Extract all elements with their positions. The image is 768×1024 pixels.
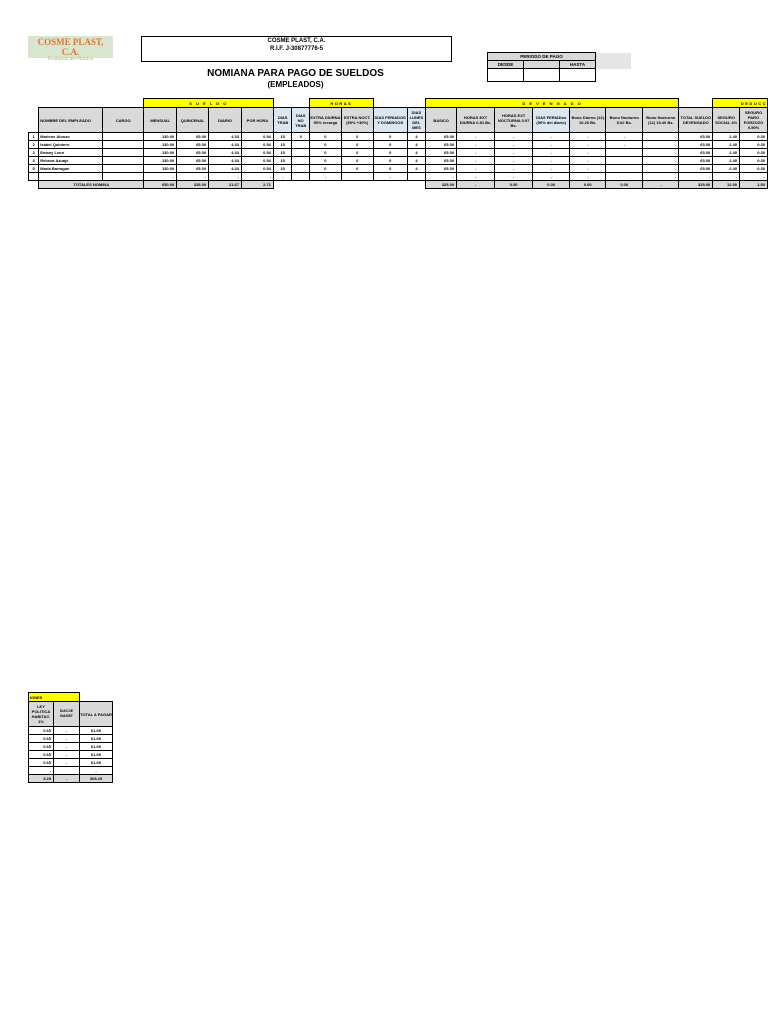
cell-he-noct[interactable]: - [495,133,533,141]
cell-he-noct[interactable]: - [495,149,533,157]
cell-bono-n[interactable]: - [606,133,643,141]
cell-bono-n2[interactable]: - [643,149,679,157]
cell-cargo[interactable] [103,173,144,181]
cell-mensual[interactable]: 130.00 [144,165,177,173]
cell-dias-trab[interactable]: 15 [273,165,292,173]
cell-sp[interactable]: 0.30 [740,157,768,165]
header-extra-diurna: EXTRA DIURNA 50% recarga [309,108,341,133]
cell-bono-n[interactable] [606,173,643,181]
table-row [29,149,768,157]
periodo-hasta-field[interactable] [560,69,596,82]
cell-num[interactable] [29,173,39,181]
cell-dias-trab[interactable]: 15 [273,141,292,149]
table-row [29,751,113,759]
cell-cargo[interactable] [103,157,144,165]
table-row [29,743,113,751]
header-he-diurna: HORAS EXT DIURNA 0.81 Bs. [457,108,495,133]
cell-feriados[interactable]: 0 [373,133,407,141]
cell-bono-d[interactable]: - [570,165,606,173]
cell-he-diurna[interactable]: - [457,149,495,157]
table-row [29,157,768,165]
cell-bono-n2[interactable]: - [643,141,679,149]
cell-extra-diurna[interactable]: 0 [309,165,341,173]
document-title: NOMIANA PARA PAGO DE SUELDOS [207,68,384,79]
cell-num[interactable]: 4 [29,157,39,165]
header-extra-noct: EXTRA NOCT. (50% +30%) [341,108,373,133]
cell-diario[interactable]: 4.33 [209,165,242,173]
cell-num[interactable]: 2 [29,141,39,149]
cell-por-hora[interactable]: 0.54 [242,149,274,157]
cell-he-diurna[interactable]: - [457,133,495,141]
cell-ss[interactable]: 2.40 [713,141,740,149]
cell-basico[interactable]: 65.00 [426,149,457,157]
cell-lph[interactable]: 0.65 [29,735,54,743]
cell-por-hora[interactable]: 0.54 [242,157,274,165]
cell-nombre[interactable]: Isabel Quintero [39,141,103,149]
company-name: COSME PLAST, C.A. [267,38,326,44]
cell-fer-dev[interactable]: - [533,141,570,149]
cell-extra-noct[interactable] [341,173,373,181]
cell-pagar[interactable]: 61.65 [80,759,113,767]
cell-fer-dev[interactable]: - [533,149,570,157]
table-row [29,735,113,743]
cell-feriados[interactable]: 0 [373,165,407,173]
cell-extra-diurna[interactable]: 0 [309,149,341,157]
cell-basico[interactable]: 65.00 [426,157,457,165]
cell-bono-d[interactable]: - [570,157,606,165]
cell-por-hora[interactable]: 0.54 [242,133,274,141]
cell-extra-diurna[interactable]: 0 [309,157,341,165]
total-basico: 325.00 [426,181,457,189]
cell-extra-noct[interactable]: 0 [341,149,373,157]
cell-lph[interactable]: 0.65 [29,751,54,759]
cell-lunes[interactable]: 4 [407,149,426,157]
cell-nombre[interactable]: Maria Barragan [39,165,103,173]
cell-dias-trab[interactable]: - [273,173,292,181]
cell-sp[interactable]: 0.30 [740,165,768,173]
header-total-pagar: TOTAL A PAGAR [80,702,113,727]
cell-dias-no-trab[interactable] [292,173,309,181]
cell-extra-noct[interactable]: 0 [341,157,373,165]
cell-lph[interactable]: - [29,767,54,775]
cell-extra-diurna[interactable]: 0 [309,133,341,141]
cell-nombre[interactable]: Emany Leon [39,149,103,157]
cell-por-hora[interactable]: 0.54 [242,141,274,149]
cell-feriados[interactable]: 0 [373,157,407,165]
cell-mensual[interactable]: 130.00 [144,141,177,149]
total-sueldo-devengado: 325.00 [679,181,713,189]
logo-tagline: Evolucion del Plastico [48,57,93,62]
cell-mensual[interactable]: - [144,173,177,181]
cell-basico[interactable]: 65.00 [426,165,457,173]
cell-diario[interactable]: 4.33 [209,157,242,165]
cell-he-noct[interactable]: - [495,141,533,149]
company-box [141,36,452,62]
cell-fer-dev[interactable]: - [533,157,570,165]
total-he-noct: 0.00 [495,181,533,189]
cell-dias-no-trab[interactable] [292,157,309,165]
cell-inasist[interactable]: - [54,759,80,767]
cell-mensual[interactable]: 130.00 [144,157,177,165]
cell-dias-trab[interactable]: 15 [273,157,292,165]
cell-basico[interactable]: 65.00 [426,141,457,149]
cell-quincenal[interactable]: - [177,173,209,181]
cell-extra-diurna[interactable]: - [309,173,341,181]
cell-quincenal[interactable]: 65.00 [177,141,209,149]
cell-num[interactable]: 5 [29,165,39,173]
cell-quincenal[interactable]: 65.00 [177,149,209,157]
total-mensual: 650.00 [144,181,177,189]
cell-por-hora[interactable]: - [242,173,274,181]
header-mensual: MENSUAL [144,108,177,133]
cell-feriados[interactable]: 0 [373,141,407,149]
cell-total[interactable]: - [679,173,713,181]
cell-bono-d[interactable]: - [570,133,606,141]
logo-name: COSME PLAST, C.A. [37,37,104,57]
cell-he-diurna[interactable]: - [457,157,495,165]
cell-por-hora[interactable]: 0.54 [242,165,274,173]
cell-total[interactable]: 65.00 [679,157,713,165]
table-row [29,727,113,735]
header-bono-diurno: Bono Diurno (12) 16.20 Bs. [570,108,606,133]
cell-extra-noct[interactable]: 0 [341,165,373,173]
cell-feriados[interactable]: - [373,173,407,181]
band-deducciones: DEDUCC [713,99,768,108]
total-fer-dev: 0.00 [533,181,570,189]
total-he-diurna: - [457,181,495,189]
cell-he-diurna[interactable]: - [457,141,495,149]
cell-bono-n[interactable] [606,157,643,165]
cell-inasist[interactable] [54,767,80,775]
cell-bono-n[interactable]: - [606,141,643,149]
cell-pagar[interactable]: 61.65 [80,751,113,759]
header-dias-inasist: DIAS DE INASIST [54,702,80,727]
total-inasist: - [54,775,80,783]
cell-extra-diurna[interactable]: 0 [309,141,341,149]
cell-pagar[interactable]: 61.65 [80,727,113,735]
cell-nombre[interactable] [39,173,103,181]
header-bono-nocturno-2: Bono Nocturno (12) 19.40 Bs. [643,108,679,133]
periodo-spacer [596,53,631,61]
header-quincenal: QUINCENAL [177,108,209,133]
cell-ss[interactable]: 2.40 [713,165,740,173]
total-bono-n2: - [643,181,679,189]
cell-bono-n2[interactable]: - [643,157,679,165]
cell-cargo[interactable] [103,133,144,141]
cell-lunes[interactable]: 4 [407,157,426,165]
cell-total[interactable]: 65.00 [679,149,713,157]
cell-basico[interactable]: - [426,173,457,181]
periodo-mid-field[interactable] [524,69,560,82]
cell-bono-d[interactable]: - [570,173,606,181]
company-rif: R.I.F. J-30877776-5 [269,46,324,52]
periodo-desde-label: DESDE [488,61,524,69]
cell-quincenal[interactable]: 65.00 [177,133,209,141]
cell-extra-noct[interactable]: 0 [341,141,373,149]
table-row [29,165,768,173]
band-deducciones-cont: IONES [29,693,80,702]
periodo-hasta-label: HASTA [560,61,596,69]
deducciones-table [28,692,113,783]
cell-fer-dev[interactable]: - [533,133,570,141]
header-basico: BASICO [426,108,457,133]
cell-total[interactable]: 65.00 [679,133,713,141]
cell-inasist[interactable]: - [54,751,80,759]
cell-bono-d[interactable]: - [570,141,606,149]
cell-lph[interactable]: 0.65 [29,743,54,751]
cell-bono-n2[interactable]: - [643,165,679,173]
cell-inasist[interactable]: - [54,735,80,743]
total-pagar: 308.25 [80,775,113,783]
table-row [29,767,113,775]
band-devengado: D E V E N G A D O [426,99,679,108]
header-por-hora: POR HORA [242,108,274,133]
header-total-sueldo: TOTAL SUELDO DEVENGADO [679,108,713,133]
band-horas: HORAS [309,99,373,108]
cell-ss[interactable]: 2.40 [713,157,740,165]
cell-mensual[interactable]: 130.00 [144,133,177,141]
cell-sp[interactable]: 0.30 [740,141,768,149]
periodo-spacer [596,61,631,69]
header-diario: DIARIO [209,108,242,133]
cell-he-noct[interactable]: - [495,165,533,173]
header-seguro-paro: SEGURO PARO FORZOZO 0.50% [740,108,768,133]
cell-ss[interactable]: 2.40 [713,133,740,141]
header-dias-no-trab: DIAS NO TRAB [292,108,309,133]
header-dias-lunes: DIAS LUNES DEL MES [407,108,426,133]
total-sp: 1.50 [740,181,768,189]
total-lph: 3.25 [29,775,54,783]
cell-cargo[interactable] [103,165,144,173]
total-por-hora: 2.71 [242,181,274,189]
header-dias-feriados-dev: DIAS FERIADos (50% del diario) [533,108,570,133]
cell-inasist[interactable]: - [54,743,80,751]
cell-pagar[interactable]: 61.65 [80,743,113,751]
periodo-mid-label [524,61,560,69]
cell-diario[interactable]: 4.33 [209,141,242,149]
cell-mensual[interactable]: 130.00 [144,149,177,157]
document-subtitle: (EMPLEADOS) [267,80,324,89]
cell-pagar[interactable]: - [80,767,113,775]
cell-nombre[interactable]: Rebeca Azuaje [39,157,103,165]
cell-sp[interactable]: 0.30 [740,133,768,141]
table-row [29,759,113,767]
cell-bono-n[interactable] [606,165,643,173]
cell-bono-n2[interactable]: - [643,173,679,181]
cell-lunes[interactable]: 4 [407,165,426,173]
total-bono-n: 0.00 [606,181,643,189]
cell-dias-trab[interactable]: 15 [273,149,292,157]
cell-sp[interactable]: - [740,173,768,181]
cell-lunes[interactable]: 4 [407,133,426,141]
cell-extra-noct[interactable]: 0 [341,133,373,141]
cell-lunes[interactable]: 4 [407,141,426,149]
cell-lunes[interactable] [407,173,426,181]
cell-diario[interactable]: 4.33 [209,149,242,157]
cell-bono-n[interactable] [606,149,643,157]
table-row [29,133,768,141]
cell-quincenal[interactable]: 65.00 [177,165,209,173]
cell-fer-dev[interactable]: - [533,173,570,181]
table-row [29,173,768,181]
cell-he-noct[interactable]: - [495,173,533,181]
company-logo [28,36,113,62]
cell-bono-d[interactable]: - [570,149,606,157]
cell-sp[interactable]: 0.30 [740,149,768,157]
cell-dias-no-trab[interactable]: 0 [292,133,309,141]
cell-he-diurna[interactable]: - [457,165,495,173]
total-ss: 12.00 [713,181,740,189]
cell-num[interactable]: 1 [29,133,39,141]
table-row [29,141,768,149]
header-bono-nocturno: Bono Nocturno 5.62 Bs. [606,108,643,133]
cell-basico[interactable]: 65.00 [426,133,457,141]
cell-fer-dev[interactable]: - [533,165,570,173]
cell-nombre[interactable]: Marlene Alonzo [39,133,103,141]
cell-dias-no-trab[interactable] [292,165,309,173]
header-he-nocturna: HORAS EXT NOCTURNA 0.97 Bs. [495,108,533,133]
band-sueldo: S U E L D O [144,99,274,108]
total-diario: 21.67 [209,181,242,189]
cell-cargo[interactable] [103,141,144,149]
payroll-table [28,98,768,189]
totals-label: TOTALES NOMINA [39,181,144,189]
cell-num[interactable]: 3 [29,149,39,157]
periodo-label: PERIODO DE PAGO [488,53,596,61]
header-seguro-social: SEGURO SOCIAL 4% [713,108,740,133]
cell-pagar[interactable]: 61.65 [80,735,113,743]
header-dias-feriados: DIAS FERIADOS Y DOMINGOS [373,108,407,133]
cell-cargo[interactable] [103,149,144,157]
cell-dias-no-trab[interactable] [292,149,309,157]
header-cargo: CARGO [103,108,144,133]
periodo-desde-field[interactable] [488,69,524,82]
cell-ss[interactable]: - [713,173,740,181]
total-bono-d: 0.00 [570,181,606,189]
cell-total[interactable]: 65.00 [679,165,713,173]
cell-feriados[interactable]: 0 [373,149,407,157]
header-dias-trab: DIAS TRAB [273,108,292,133]
cell-inasist[interactable]: - [54,727,80,735]
cell-diario[interactable]: 4.33 [209,133,242,141]
periodo-table [487,52,631,82]
cell-bono-n2[interactable]: - [643,133,679,141]
cell-dias-no-trab[interactable] [292,141,309,149]
header-nombre: NOMBRE DEL EMPLEADO [39,108,103,133]
cell-he-noct[interactable]: - [495,157,533,165]
cell-diario[interactable]: - [209,173,242,181]
cell-quincenal[interactable]: 65.00 [177,157,209,165]
total-quincenal: 325.00 [177,181,209,189]
cell-lph[interactable]: 0.65 [29,759,54,767]
cell-dias-trab[interactable]: 15 [273,133,292,141]
cell-total[interactable]: 65.00 [679,141,713,149]
cell-lph[interactable]: 0.65 [29,727,54,735]
cell-ss[interactable]: 2.40 [713,149,740,157]
header-ley-politica: LEY POLITICA HABITAC. 1% [29,702,54,727]
cell-he-diurna[interactable]: - [457,173,495,181]
